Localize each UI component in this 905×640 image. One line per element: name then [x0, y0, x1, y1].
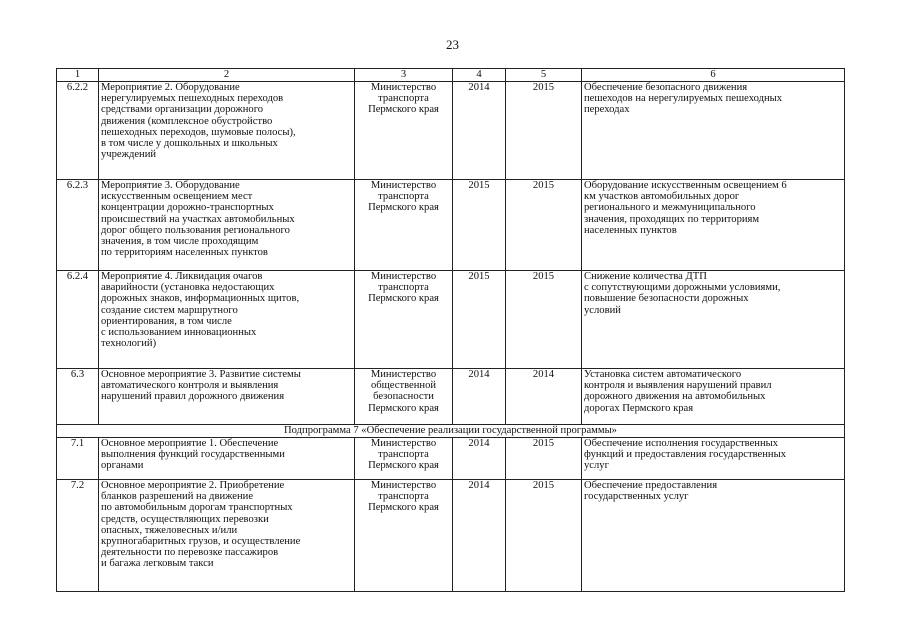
result-cell: [582, 480, 845, 592]
activity-cell: [99, 82, 355, 180]
table-row: [57, 369, 845, 425]
end-year-cell: 2015: [506, 271, 582, 369]
column-number: 3: [355, 69, 453, 82]
activity-cell: [99, 480, 355, 592]
executor-cell-line: транспорта: [378, 449, 429, 461]
result-cell-line: повышение безопасности дорожных: [584, 293, 749, 305]
activity-cell-line: органами: [101, 460, 144, 472]
activity-cell-line: Основное мероприятие 2. Приобретение: [101, 480, 285, 491]
result-cell-line: дорожного движения на автомобильных: [584, 391, 766, 403]
result-cell-line: контроля и выявления нарушений правил: [584, 380, 772, 392]
row-number: 6.2.3: [57, 180, 99, 271]
end-year-cell: 2015: [506, 480, 582, 592]
end-year-cell: 2015: [506, 180, 582, 271]
activity-cell-line: бланков разрешений на движение: [101, 491, 254, 503]
activity-cell-line: опасных, тяжеловесных и/или: [101, 524, 238, 536]
activity-cell-line: Основное мероприятие 3. Развитие системы: [101, 369, 301, 380]
row-number: 6.2.4: [57, 271, 99, 369]
activity-cell-line: нарушений правил дорожного движения: [101, 391, 285, 403]
column-number: 6: [582, 69, 845, 82]
activity-cell-line: дорожных знаков, информационных щитов,: [101, 293, 300, 305]
result-cell-line: с сопутствующими дорожными условиями,: [584, 282, 781, 294]
result-cell-line: дорогах Пермского края: [584, 402, 694, 414]
subprogram-title: Подпрограмма 7 «Обеспечение реализации государственной программы»: [57, 425, 845, 438]
table-row: [57, 480, 845, 592]
end-year-cell: 2014: [506, 369, 582, 425]
activity-cell-line: Мероприятие 2. Оборудование: [101, 82, 240, 93]
activity-cell-line: искусственным освещением мест: [101, 191, 253, 203]
column-number: 4: [453, 69, 506, 82]
row-number: 6.2.2: [57, 82, 99, 180]
table-row: [57, 438, 845, 480]
executor-cell-line: транспорта: [378, 491, 429, 503]
result-cell: [582, 369, 845, 425]
result-cell: [582, 82, 845, 180]
activity-cell-line: происшествий на участках автомобильных: [101, 213, 295, 225]
executor-cell-line: Пермского края: [368, 502, 439, 514]
activity-cell-line: автоматического контроля и выявления: [101, 380, 279, 392]
result-cell: [582, 438, 845, 480]
result-cell-line: регионального и межмуниципального: [584, 202, 756, 214]
activity-cell-line: деятельности по перевозке пассажиров: [101, 547, 279, 559]
result-cell-line: населенных пунктов: [584, 224, 677, 236]
result-cell-line: Обеспечение безопасного движения: [584, 82, 748, 93]
activity-cell-line: с использованием инновационных: [101, 327, 257, 339]
executor-cell-line: транспорта: [378, 282, 429, 294]
executor-cell-line: Пермского края: [368, 460, 439, 472]
result-cell: [582, 271, 845, 369]
result-cell-line: услуг: [584, 460, 609, 472]
activity-cell: [99, 180, 355, 271]
table-body: [57, 69, 845, 592]
executor-cell: [355, 271, 453, 369]
row-number: 6.3: [57, 369, 99, 425]
activity-cell-line: учреждений: [101, 149, 157, 161]
result-cell-line: км участков автомобильных дорог: [584, 191, 740, 203]
executor-cell-line: Пермского края: [368, 202, 439, 214]
table-row: [57, 82, 845, 180]
row-number: 7.1: [57, 438, 99, 480]
activity-cell: [99, 438, 355, 480]
table-row: [57, 180, 845, 271]
executor-cell-line: Министерство: [370, 82, 437, 93]
activity-cell-line: нерегулируемых пешеходных переходов: [101, 93, 284, 105]
activity-cell-line: значения, в том числе проходящим: [101, 236, 259, 248]
executor-cell-line: Министерство: [370, 438, 437, 449]
result-cell-line: переходах: [584, 104, 630, 116]
row-number: 7.2: [57, 480, 99, 592]
start-year-cell: 2014: [453, 82, 506, 180]
program-activities-table: [56, 68, 845, 592]
start-year-cell: 2015: [453, 271, 506, 369]
activity-cell-line: Мероприятие 3. Оборудование: [101, 180, 240, 191]
column-number: 2: [99, 69, 355, 82]
activity-cell-line: по автомобильным дорогам транспортных: [101, 502, 293, 514]
activity-cell-line: пешеходных переходов, шумовые полосы),: [101, 126, 296, 138]
activity-cell-line: движения (комплексное обустройство: [101, 115, 273, 127]
executor-cell-line: безопасности: [373, 391, 434, 403]
start-year-cell: 2015: [453, 180, 506, 271]
start-year-cell: 2014: [453, 369, 506, 425]
column-number: 1: [57, 69, 99, 82]
page-number: 23: [446, 37, 459, 52]
end-year-cell: 2015: [506, 82, 582, 180]
executor-cell-line: общественной: [370, 380, 437, 392]
activity-cell-line: и багажа легковым такси: [101, 558, 214, 570]
executor-cell-line: Пермского края: [368, 104, 439, 116]
activity-cell-line: крупногабаритных грузов, и осуществление: [101, 536, 301, 548]
start-year-cell: 2014: [453, 480, 506, 592]
result-cell-line: условий: [584, 304, 621, 316]
activity-cell-line: по территориям населенных пунктов: [101, 247, 268, 259]
executor-cell-line: Пермского края: [368, 402, 439, 414]
executor-cell: [355, 438, 453, 480]
result-cell-line: пешеходов на нерегулируемых пешеходных: [584, 93, 783, 105]
activity-cell-line: аварийности (установка недостающих: [101, 282, 275, 294]
column-number-header-row: [57, 69, 845, 82]
start-year-cell: 2014: [453, 438, 506, 480]
activity-cell-line: Основное мероприятие 1. Обеспечение: [101, 438, 279, 449]
column-number: 5: [506, 69, 582, 82]
activity-cell-line: средствами организации дорожного: [101, 104, 264, 116]
table-row: [57, 271, 845, 369]
activity-cell-line: дорог общего пользования регионального: [101, 224, 290, 236]
subprogram-row: [57, 425, 845, 438]
result-cell-line: Обеспечение исполнения государственных: [584, 438, 779, 449]
activity-cell-line: ориентирования, в том числе: [101, 315, 232, 327]
activity-cell-line: Мероприятие 4. Ликвидация очагов: [101, 271, 263, 282]
result-cell-line: Оборудование искусственным освещением 6: [584, 180, 787, 191]
activity-cell-line: выполнения функций государственными: [101, 449, 285, 461]
executor-cell-line: Пермского края: [368, 293, 439, 305]
executor-cell: [355, 369, 453, 425]
result-cell-line: функций и предоставления государственных: [584, 449, 786, 461]
activity-cell-line: в том числе у дошкольных и школьных: [101, 138, 278, 150]
activity-cell-line: концентрации дорожно-транспортных: [101, 202, 274, 214]
activity-cell: [99, 271, 355, 369]
executor-cell: [355, 180, 453, 271]
activity-cell-line: создание систем маршрутного: [101, 304, 238, 316]
executor-cell: [355, 82, 453, 180]
executor-cell-line: Министерство: [370, 480, 437, 491]
executor-cell-line: Министерство: [370, 180, 437, 191]
result-cell-line: Обеспечение предоставления: [584, 480, 718, 491]
activity-cell-line: технологий): [101, 338, 157, 350]
result-cell-line: Снижение количества ДТП: [584, 271, 707, 282]
executor-cell-line: Министерство: [370, 369, 437, 380]
executor-cell: [355, 480, 453, 592]
executor-cell-line: транспорта: [378, 191, 429, 203]
executor-cell-line: Министерство: [370, 271, 437, 282]
result-cell-line: государственных услуг: [584, 491, 689, 503]
result-cell-line: Установка систем автоматического: [584, 369, 742, 380]
activity-cell: [99, 369, 355, 425]
activity-cell-line: средств, осуществляющих перевозки: [101, 513, 269, 525]
result-cell: [582, 180, 845, 271]
executor-cell-line: транспорта: [378, 93, 429, 105]
end-year-cell: 2015: [506, 438, 582, 480]
result-cell-line: значения, проходящих по территориям: [584, 213, 760, 225]
